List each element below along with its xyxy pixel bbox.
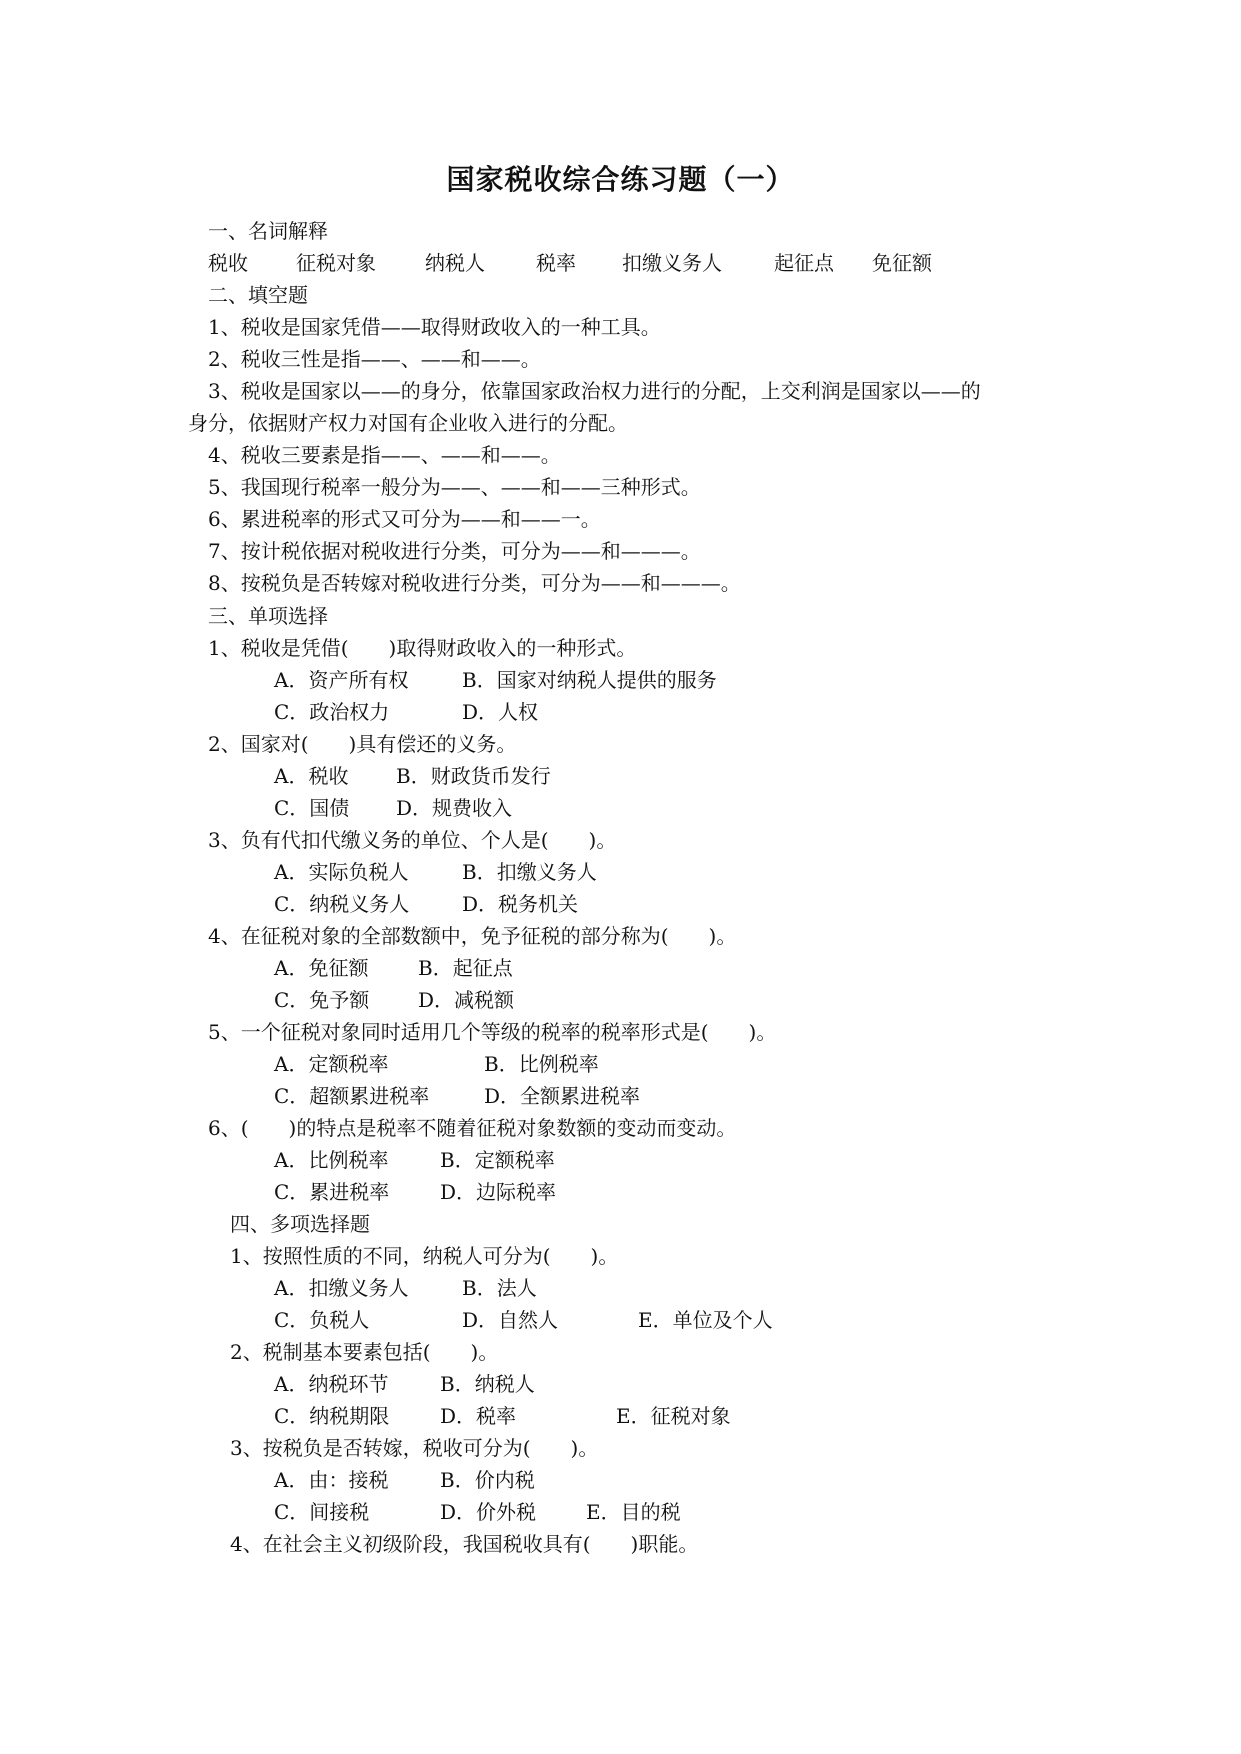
single-question-4: 4、在征税对象的全部数额中，免予征税的部分称为( )。 (208, 924, 737, 948)
option-d: D．税率 (440, 1404, 517, 1428)
multi-question-4: 4、在社会主义初级阶段，我国税收具有( )职能。 (230, 1532, 699, 1556)
fill-question-5: 5、我国现行税率一般分为——、——和——三种形式。 (208, 475, 701, 499)
fill-question-6: 6、累进税率的形式又可分为——和——一。 (208, 507, 601, 531)
option-c: C．政治权力 (274, 700, 390, 724)
option-e: E．目的税 (586, 1500, 681, 1524)
single-question-1: 1、税收是凭借( )取得财政收入的一种形式。 (208, 636, 637, 660)
option-c: C．超额累进税率 (274, 1084, 430, 1108)
option-c: C．负税人 (274, 1308, 370, 1332)
option-a: A．扣缴义务人 (274, 1276, 409, 1300)
option-e: E．单位及个人 (638, 1308, 773, 1332)
option-b: B．财政货币发行 (396, 764, 551, 788)
fill-question-1: 1、税收是国家凭借——取得财政收入的一种工具。 (208, 315, 661, 339)
option-e: E．征税对象 (616, 1404, 731, 1428)
option-a: A．比例税率 (274, 1148, 389, 1172)
fill-question-2: 2、税收三性是指——、——和——。 (208, 347, 541, 371)
option-a: A．定额税率 (274, 1052, 389, 1076)
multi-question-1: 1、按照性质的不同，纳税人可分为( )。 (230, 1244, 619, 1268)
option-c: C．纳税期限 (274, 1404, 390, 1428)
option-b: B．法人 (462, 1276, 537, 1300)
fill-question-3-line-1: 3、税收是国家以——的身分，依靠国家政治权力进行的分配，上交利润是国家以——的 (208, 379, 981, 403)
fill-question-4: 4、税收三要素是指——、——和——。 (208, 443, 561, 467)
multi-question-3: 3、按税负是否转嫁，税收可分为( )。 (230, 1436, 599, 1460)
option-a: A．由：接税 (274, 1468, 389, 1492)
option-c: C．间接税 (274, 1500, 370, 1524)
term-1: 税收 (208, 251, 248, 275)
option-d: D．自然人 (462, 1308, 559, 1332)
option-a: A．免征额 (274, 956, 369, 980)
option-d: D．价外税 (440, 1500, 537, 1524)
single-question-5: 5、一个征税对象同时适用几个等级的税率的税率形式是( )。 (208, 1020, 777, 1044)
term-6: 起征点 (774, 251, 834, 275)
term-2: 征税对象 (296, 251, 376, 275)
single-question-6: 6、( )的特点是税率不随着征税对象数额的变动而变动。 (208, 1116, 737, 1140)
single-question-3: 3、负有代扣代缴义务的单位、个人是( )。 (208, 828, 617, 852)
single-question-2: 2、国家对( )具有偿还的义务。 (208, 732, 517, 756)
multi-question-2: 2、税制基本要素包括( )。 (230, 1340, 499, 1364)
option-b: B．纳税人 (440, 1372, 535, 1396)
option-b: B．扣缴义务人 (462, 860, 597, 884)
fill-question-8: 8、按税负是否转嫁对税收进行分类，可分为——和———。 (208, 571, 741, 595)
term-3: 纳税人 (425, 251, 485, 275)
option-d: D．全额累进税率 (484, 1084, 641, 1108)
option-b: B．比例税率 (484, 1052, 599, 1076)
section-3-heading: 三、单项选择 (208, 604, 328, 628)
option-b: B．价内税 (440, 1468, 535, 1492)
section-1-heading: 一、名词解释 (208, 219, 328, 243)
option-c: C．免予额 (274, 988, 370, 1012)
option-c: C．纳税义务人 (274, 892, 410, 916)
fill-question-3-line-2: 身分，依据财产权力对国有企业收入进行的分配。 (188, 411, 628, 435)
fill-question-7: 7、按计税依据对税收进行分类，可分为——和———。 (208, 539, 701, 563)
section-2-heading: 二、填空题 (208, 283, 308, 307)
option-d: D．边际税率 (440, 1180, 557, 1204)
option-a: A．实际负税人 (274, 860, 409, 884)
option-b: B．定额税率 (440, 1148, 555, 1172)
option-d: D．减税额 (418, 988, 515, 1012)
option-b: B．国家对纳税人提供的服务 (462, 668, 717, 692)
option-c: C．累进税率 (274, 1180, 390, 1204)
term-7: 免征额 (872, 251, 932, 275)
option-d: D．税务机关 (462, 892, 579, 916)
section-4-heading: 四、多项选择题 (230, 1212, 370, 1236)
option-b: B．起征点 (418, 956, 513, 980)
page-title: 国家税收综合练习题（一） (446, 163, 795, 196)
term-4: 税率 (536, 251, 576, 275)
term-5: 扣缴义务人 (622, 251, 722, 275)
option-d: D．规费收入 (396, 796, 513, 820)
option-a: A．纳税环节 (274, 1372, 389, 1396)
option-a: A．资产所有权 (274, 668, 409, 692)
option-d: D．人权 (462, 700, 539, 724)
option-a: A．税收 (274, 764, 349, 788)
option-c: C．国债 (274, 796, 350, 820)
